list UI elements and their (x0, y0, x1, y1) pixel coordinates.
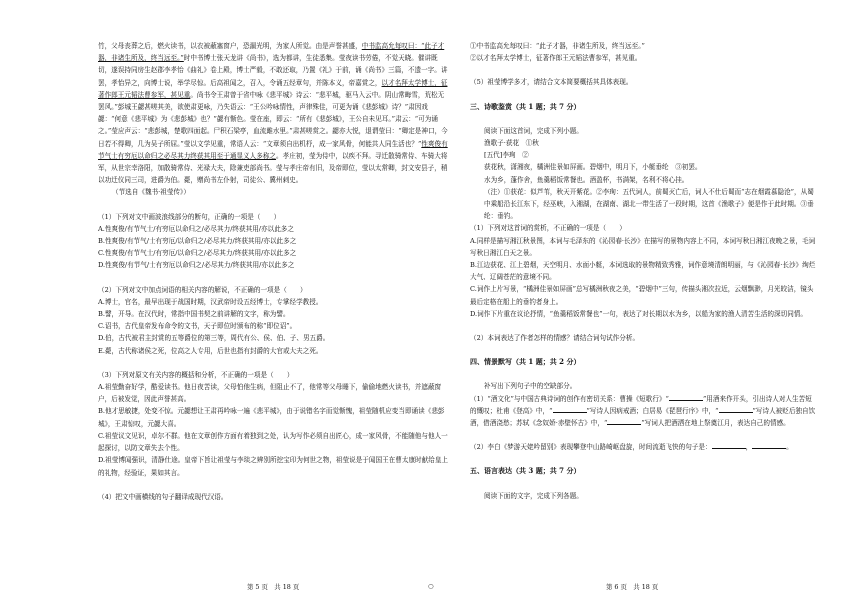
passage: 竹，父母丧葬之后，燃火读书，以衣被蔽塞窗户，恐漏光明，为家人所觉。由是声誉甚盛，中书监高允每叹曰：“此子才器，非诸生所及，终当远至。”时中书博士张天龙讲《尚书》，选为都讲，生徒悉集。莹夜读书劳倦，不觉天晓。催讲既切，遂误持同房生赵郡李孝怡《曲礼》卷上殿，博士严毅，不敢还取，乃置《礼》于前，诵《尚书》三篇，不遗一字。讲罢，孝怡异之，向博士说，举学尽惊。后高祖闻之，召入，令诵五经章句，并陈本义，帝嘉赏之，以才名拜太学博士，征著作郎王元韬法曹参军，甚见重。尚书令王肃曾于省中咏《悲平城》诗云：“悲平城，驱马入云中。阴山常晦雪，荒松无罢风。”彭城王勰甚嗟其美，欲使肃更咏，乃失语云：“王公吟咏情性，声律殊佳，可更为诵《悲彭城》诗？”肃因戏勰：“何意《悲平城》为《悲彭城》也？”勰有惭色。莹在座，即云：“所有《悲彭城》，王公自未见耳。”肃云：“可为诵之。”莹应声云：“悲彭城，楚歌四面起。尸积石梁亭，血流雎水里。”肃甚嗟赏之。勰亦大悦，退谓莹曰：“卿定是神口，今日若不得卿，几为吴子所屈。”莹以文学见重，常语人云：“文章须自出机杼，成一家风骨，何能共人同生活也？”性爽俊有节气士有穷厄以命归之必尽其力终获其用至于通显义人多称之。孝庄初，莹为侍中，以疾不拜。寻迁散骑常侍、车骑大将军，从世宗幸洛阳，加散骑常侍、光禄大夫，除兼吏部尚书。莹与孝庄帝有旧，及帝即位，莹以太常卿，封文安县子，稍以功迁仪同三司，进爵为伯。薨，赠尚书左仆射，司徒公、冀州刺史。 (98, 42, 448, 185)
poem-author: [五代]李珣 ② (484, 151, 529, 160)
fill-question-1: （1）“酒文化”与中国古典诗词的创作有密切关系：曹操《短歌行》“ ”用酒来作开头，引出诗人对人生苦短的慨叹；杜甫《登高》中，“ ”写诗人因病戒酒；白居易《琵琶行序》中，“ ”写诗人被贬后独自饮酒，借酒浇愁；苏轼《念奴娇·赤壁怀古》中，“ ”写词人把酒洒在地上祭奠江月，表达自己的情感。 (470, 394, 816, 428)
poem-question-1-option-d[interactable]: D.词作下片重在议论抒情，“鱼羹稻饭常餐也”一句，表达了对长期以水为乡，以船为家的渔人清苦生活的深切同情。 (470, 309, 807, 318)
fill-blank-3[interactable] (719, 405, 753, 413)
poem-question-1-option-c[interactable]: C.词作上片写景，“橘洲佳景如屏画”总写橘洲秋夜之美，“碧烟中”三句，传描头湘次拉近，云烟飘渺，月光皎洁，镜头最后定格在船上的垂钓者身上。 (470, 285, 814, 306)
wavy-line-sentence: 性爽俊有节气士有穷厄以命归之必尽其力终获其用至于通显义人多称之 (98, 139, 448, 160)
question-4-item-1: ①中书监高允每叹曰：“此子才器，非诸生所及，终当远至。” (470, 42, 645, 50)
question-3-option-a[interactable]: A.祖莹勤奋好学，酷爱读书。他日夜苦读，父母怕他生病，但阻止不了，他常等父母睡下，偷偷地燃火读书，并遮蔽窗户，后被发觉，因此声誉甚高。 (98, 383, 442, 404)
section-5-heading: 五、语言表达（共 3 题；共 7 分） (470, 466, 581, 476)
fill-blank-4[interactable] (607, 417, 641, 425)
question-1-option-d[interactable]: D.性爽俊/有节气/士有穷厄以命归之/必尽其力/终获其用/亦以此多之 (98, 261, 295, 270)
passage-source: （节选自《魏书·祖莹传》） (112, 188, 190, 197)
poem-line-1: 获花秋，潇湘夜，橘洲佳景如屏画。碧烟中，明月下，小艇垂纶 ③初罢。 (484, 163, 702, 172)
question-2-stem: （2）下列对文中加点词语的相关内容的解说，不正确的一项是（ ） (98, 285, 307, 294)
question-2-option-a[interactable]: A.博士，官名，最早出现于战国时期，汉武帝时设五经博士，专掌经学教授。 (98, 297, 323, 306)
page-number-left: 第 5 页 共 18 页 (247, 583, 300, 591)
question-3-option-d[interactable]: D.祖莹博闻强识，清静仕途。皇帝下旨让祖莹与李琰之辨别所挖宝印为何世之物，祖莹说是于闻国王在曹太康时献给皇上的礼物，经验证，果如其言。 (98, 456, 449, 477)
question-2-option-e[interactable]: E.薨，古代称诸侯之死，位高之人专用，后世也指有封爵的大官或大夫之死。 (98, 346, 323, 355)
question-3-option-b[interactable]: B.他才思敏捷，处变不惊。元勰想让王肃再吟咏一遍《悲平城》，由于说错名字而觉惭愧，祖莹随机应变当即诵读《悲彭城》，王肃惊叹，元勰大喜。 (98, 407, 445, 428)
poem-question-2-stem: （2）本词表达了作者怎样的情感？请结合词句试作分析。 (470, 334, 640, 343)
fill-blank-1[interactable] (669, 393, 703, 401)
section-4-heading: 四、情景默写（共 1 题；共 2 分） (470, 357, 581, 367)
binding-hole-icon: ○ (428, 582, 434, 590)
poem-note: （注）①获花：似芦苇，秋天开紫花。②李珣：五代词人，前蜀灭亡后，词人不仕后蜀而“志在烟霞慕隐沧”，从蜀中乘船沿长江东下，经巫峡，入湘湖，在湖南、湖北一带生活了一段时期，这首《渔歌子》便是作于此时期。③垂纶：垂钓。 (484, 187, 814, 221)
section-5-intro: 阅读下面的文字，完成下列各题。 (484, 491, 583, 500)
question-1-option-b[interactable]: B.性爽俊/有节气/士有穷厄/以命归之/必尽其力/终获其用/亦以此多之 (98, 237, 297, 246)
question-3-stem: （3）下列对原文有关内容的概括和分析，不正确的一项是（ ） (98, 370, 294, 379)
fill-blank-6[interactable] (752, 441, 786, 449)
question-1-stem: （1）下列对文中画波浪线部分的断句，正确的一项是（ ） (98, 212, 281, 221)
question-1-option-c[interactable]: C.性爽俊/有节气士/有穷厄/以命归之/必尽其力/终获其用/亦以此多之 (98, 249, 297, 258)
question-5-stem: （5）祖莹博学多才，请结合文本简要概括其具体表现。 (470, 78, 633, 87)
underlined-sentence-2: 以才名拜太学博士，征著作郎王元韬法曹参军，甚见重 (98, 78, 448, 99)
poem-question-1-option-a[interactable]: A.同样是描写湘江秋景图，本词与毛泽东的《沁园春·长沙》在描写的景物内容上不同，本词写秋日湘江夜晚之景，毛词写秋日湘江白天之景。 (470, 236, 816, 257)
poem-question-1-stem: （1）下列对这首词的赏析，不正确的一项是（ ） (470, 224, 626, 233)
right-column (470, 40, 816, 502)
fill-question-2: （2）李白《梦游天姥吟留别》表现攀登中山路崎岖盘旋，时间流逝飞快的句子是： ， 。 (470, 443, 793, 452)
question-4-item-2: ②以才名拜太学博士，征著作郎王元韬法曹参军，甚见重。 (470, 54, 642, 63)
left-column (98, 40, 450, 503)
question-1-option-a[interactable]: A.性爽俊/有节气士/有穷厄以命归之/必尽其力/终获其用/亦以此多之 (98, 224, 294, 233)
section-3-intro: 阅读下面这首词，完成下列小题。 (484, 126, 583, 135)
section-4-intro: 补写出下列句子中的空缺部分。 (484, 382, 577, 391)
question-2-option-b[interactable]: B.譬，开导。在汉代时，常指中国书契之前讲解的文字，称为譬。 (98, 310, 290, 319)
page-number-right: 第 6 页 共 18 页 (606, 583, 659, 591)
poem-line-2: 水为乡，蓬作舍，鱼羹稻饭常餐也。酒盈杯，书满架，名利不将心挂。 (484, 175, 689, 184)
poem-question-1-option-b[interactable]: B.江边获花、江上碧烟，天空明月、水面小艇，本词选取的景物精致秀雅，词作意境清朗明丽，与《沁园春·长沙》绚烂大气、辽阔苍茫的意境不同。 (470, 261, 816, 282)
fill-blank-2[interactable] (553, 405, 587, 413)
question-4-stem: （4）把文中画横线的句子翻译成现代汉语。 (98, 492, 228, 501)
section-3-heading: 三、诗歌鉴赏（共 1 题；共 7 分） (470, 101, 581, 111)
question-3-option-c[interactable]: C.祖莹议文见识，卓尔不群。他在文章创作方面有着独到之处，认为写作必须自出匠心，成一家风骨，不能随他与他人一起探讨，以防文章失去个性。 (98, 431, 448, 453)
underlined-sentence-1: 中书监高允每叹曰：“此子才器，非诸生所及，终当远至。” (98, 42, 445, 63)
question-2-option-d[interactable]: D.伯，古代被君主封赏的五等爵位的第三等，周代有公、侯、伯、子、男五爵。 (98, 334, 330, 343)
poem-title: 渔歌子·获花 ①秋 (484, 139, 539, 148)
fill-blank-5[interactable] (712, 441, 746, 449)
question-2-option-c[interactable]: C.诏书，古代皇帝发布命令的文书，天子即位时颁布的称“即位诏”。 (98, 322, 297, 331)
